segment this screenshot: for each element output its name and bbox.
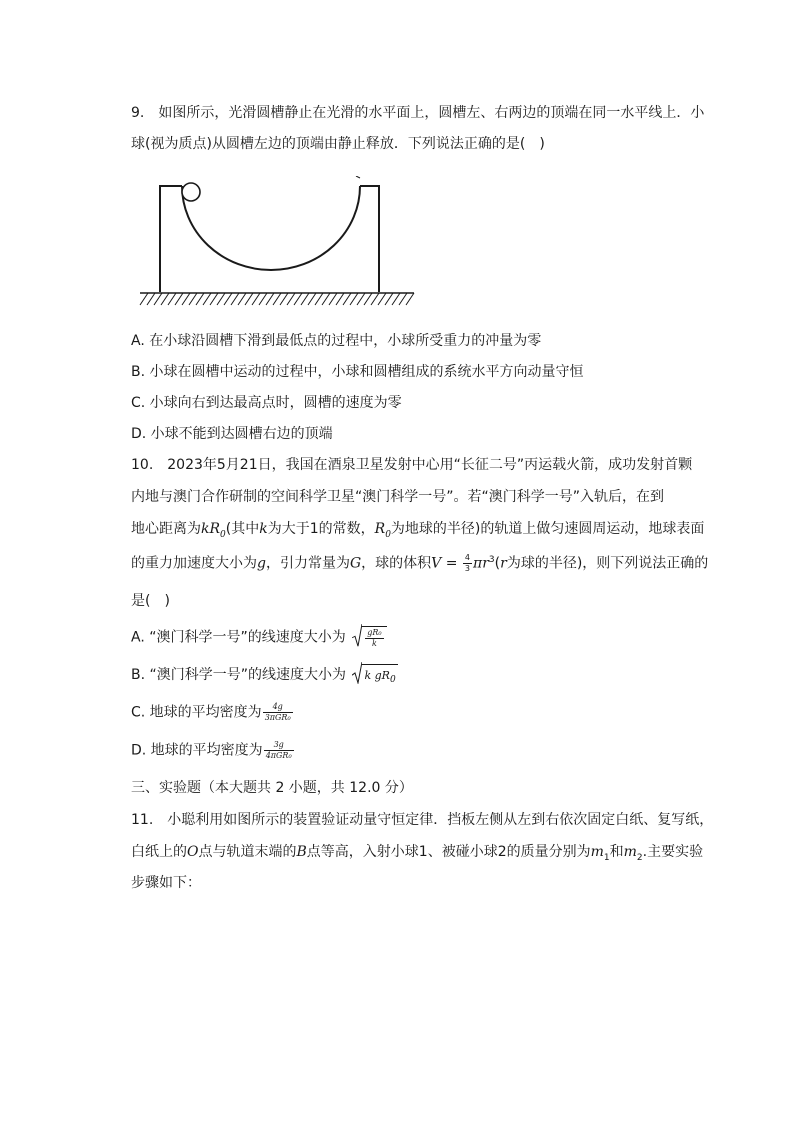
q10-stem-line3: 地心距离为$kR_0$(其中k为大于1的常数，$R_0$为地球的半径)的轨道上做匀速圆周运动，地球表面 [131, 521, 705, 540]
q10-stem-line5: 是( ) [131, 593, 170, 609]
q10-option-d: D. 地球的平均密度为 $\frac{3g}{\text{4πGR₀}}$ [131, 740, 292, 760]
q11-stem-line1: 11. 小聪利用如图所示的装置验证动量守恒定律．挡板左侧从左到右依次固定白纸、复写纸， [131, 812, 714, 828]
section-title: 三、实验题（本大题共 2 小题，共 12.0 分） [131, 780, 413, 796]
q11-stem-line3: 步骤如下： [131, 875, 201, 891]
q10-stem-line2: 内地与澳门合作研制的空间科学卫星“澳门科学一号”。若“澳门科学一号”入轨后，在到 [131, 489, 665, 505]
q10-stem-line4: 的重力加速度大小为g，引力常量为G，球的体积V = $\frac{4}{3}$ $\pi r^3(r$为球的半径)，则下列说法正确的 [131, 553, 709, 573]
q11-stem-line2: 白纸上的O点与轨道末端的B点等高，入射小球1、被碰小球2的质量分别为$m_1$和$m_2$.主要实验 [131, 844, 704, 863]
ball-icon [182, 183, 200, 201]
q9-stem-line1: 9. 如图所示，光滑圆槽静止在光滑的水平面上，圆槽左、右两边的顶端在同一水平线上．小 [131, 105, 705, 121]
q9-stem-line2: 球(视为质点)从圆槽左边的顶端由静止释放．下列说法正确的是( ) [131, 136, 545, 152]
q9-option-b: B. 小球在圆槽中运动的过程中，小球和圆槽组成的系统水平方向动量守恒 [131, 364, 584, 380]
q9-option-a: A. 在小球沿圆槽下滑到最低点的过程中，小球所受重力的冲量为零 [131, 333, 542, 349]
q10-option-b: B. “澳门科学一号”的线速度大小为 k $gR_0$ [131, 664, 398, 686]
q10-stem-line1: 10. 2023年5月21日，我国在酒泉卫星发射中心用“长征二号”丙运载火箭，成功发射首颗 [131, 457, 693, 473]
circular-groove-figure [136, 176, 416, 308]
q9-option-d: D. 小球不能到达圆槽右边的顶端 [131, 426, 333, 442]
q10-option-a: A. “澳门科学一号”的线速度大小为 $\frac{\text{gR₀}}{k}$ [131, 626, 387, 649]
q9-option-c: C. 小球向右到达最高点时，圆槽的速度为零 [131, 395, 402, 411]
q10-option-c: C. 地球的平均密度为 $\frac{4g}{\text{3πGR₀}}$ [131, 702, 291, 722]
